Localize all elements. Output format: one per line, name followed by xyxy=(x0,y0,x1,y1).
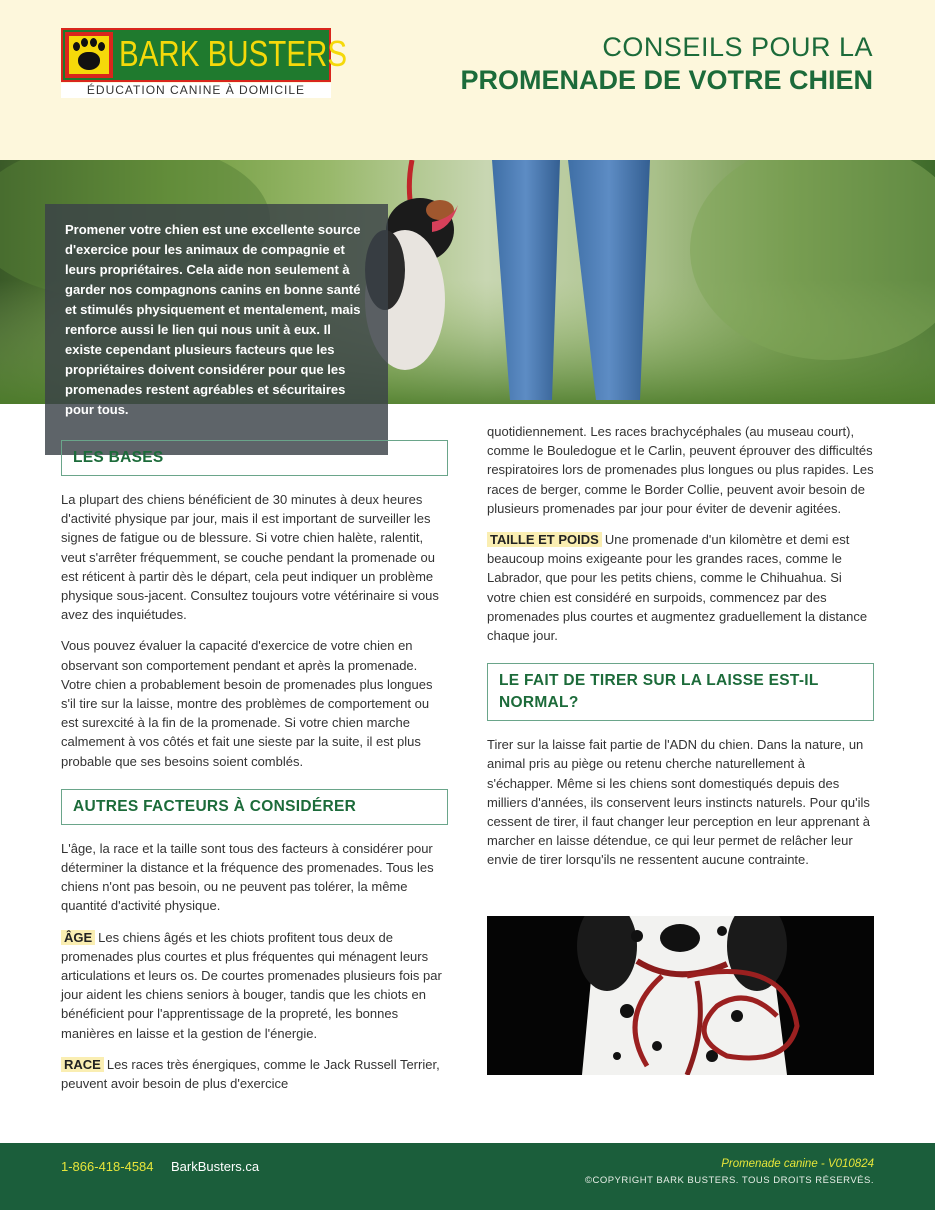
footer-copyright: ©COPYRIGHT BARK BUSTERS. TOUS DROITS RÉSERVÉS. xyxy=(584,1175,874,1186)
section-heading-laisse: LE FAIT DE TIRER SUR LA LAISSE EST-IL NORMAL? xyxy=(487,663,874,721)
page-title-line2: PROMENADE DE VOTRE CHIEN xyxy=(460,65,873,95)
age-tag: ÂGE xyxy=(61,930,95,945)
page-header xyxy=(0,0,935,160)
age-text: Les chiens âgés et les chiots profitent tous deux de promenades plus courtes et plus fréquentes qui ménagent leurs articulations et leurs os. De courtes promenades plusieurs fois par jour aident les chiens seniors à bouger, tandis que les chiots en bénéficient pour l'apprentissage de la propreté, les bonnes manières en laisse et la gestion de l'énergie. xyxy=(61,929,442,1041)
left-column xyxy=(61,440,448,1105)
footer-phone[interactable]: 1-866-418-4584 xyxy=(61,1159,154,1174)
logo-banner xyxy=(61,28,348,82)
intro-text: Promener votre chien est une excellente source d'exercice pour les animaux de compagnie et leurs propriétaires. Cela aide non seulement à garder nos compagnons canins en bonne santé et stimulés physiquement et mentalement, mais renforce aussi le lien qui nous unit à eux. Il existe cependant plusieurs facteurs que les propriétaires doivent considérer pour que les promenades restent agréables et sécuritaires pour tous. xyxy=(65,222,361,417)
logo-brand-text: BARK BUSTERS xyxy=(119,33,348,74)
footer-document-code: Promenade canine - V010824 xyxy=(721,1158,874,1170)
bases-paragraph-2: Vous pouvez évaluer la capacité d'exercice de votre chien en observant son comportement pendant et après la promenade. Votre chien a probablement besoin de promenades plus longues s'il tire sur la laisse, montre des problèmes de comportement ou est surexcité à la fin de la promenade. Si votre chien marche calmement à vos côtés et fait une sieste par la suite, il est plus probable que ses besoins soient comblés. xyxy=(61,638,433,769)
paw-print-icon xyxy=(65,32,113,78)
intro-overlay-box xyxy=(45,204,388,455)
age-paragraph xyxy=(61,928,448,1043)
taille-tag: TAILLE ET POIDS xyxy=(487,532,602,547)
race-tag: RACE xyxy=(61,1057,104,1072)
page-footer xyxy=(0,1143,935,1210)
dalmatian-illustration xyxy=(487,916,874,1075)
dalmatian-leash-photo xyxy=(487,916,874,1075)
facteurs-paragraph-1: L'âge, la race et la taille sont tous des facteurs à considérer pour déterminer la distance et la fréquence des promenades. Tous les chiens n'ont pas besoin, ou ne peuvent pas tolérer, la même quantité d'activité physique. xyxy=(61,840,434,914)
race-paragraph xyxy=(61,1055,448,1093)
race-continued-paragraph: quotidiennement. Les races brachycéphales (au museau court), comme le Bouledogue et le Carlin, peuvent éprouver des difficultés respiratoires lors de promenades plus longues ou plus rapides. Les races de berger, comme le Border Collie, peuvent avoir besoin de plusieurs promenades par jour pour éviter de devenir agitées. xyxy=(487,424,874,516)
bases-paragraph-1: La plupart des chiens bénéficient de 30 minutes à deux heures d'activité physique par jour, mais il est important de surveiller les signes de fatigue ou de blessure. Si votre chien halète, ralentit, veut s'arrêter fréquemment, se couche pendant la promenade ou est réticent à partir dès le départ, cela peut indiquer un problème physique sous-jacent. Consultez toujours votre vétérinaire si vous avez des inquiétudes. xyxy=(61,492,439,623)
logo-tagline: ÉDUCATION CANINE À DOMICILE xyxy=(61,83,331,98)
laisse-paragraph-1: Tirer sur la laisse fait partie de l'ADN du chien. Dans la nature, un animal pris au piège ou retenu cherche naturellement à s'échapper. Même si les chiens sont domestiqués depuis des milliers d'années, ils conservent leurs instincts naturels. Pour qu'ils cessent de tirer, il faut changer leur perception en leur apprenant à marcher en laisse détendue, ce qui leur permet de relâcher leur envie de tirer lorsqu'ils ne ressentent aucune contrainte. xyxy=(487,737,871,868)
bark-busters-logo xyxy=(61,28,348,98)
page-title-line1: CONSEILS POUR LA xyxy=(602,32,873,62)
race-text: Les races très énergiques, comme le Jack Russell Terrier, peuvent avoir besoin de plus d'exercice xyxy=(61,1056,440,1092)
section-heading-facteurs: AUTRES FACTEURS À CONSIDÉRER xyxy=(61,789,448,825)
section-heading-bases: LES BASES xyxy=(61,440,448,476)
right-column xyxy=(487,422,874,882)
taille-text: Une promenade d'un kilomètre et demi est beaucoup moins exigeante pour les grandes races, comme le Labrador, que pour les petits chiens, comme le Chihuahua. Si votre chien est considéré en surpoids, commencez par des promenades plus courtes et augmentez graduellement la distance chaque jour. xyxy=(487,532,868,644)
footer-website-link[interactable]: BarkBusters.ca xyxy=(171,1159,260,1174)
taille-paragraph xyxy=(487,530,874,645)
